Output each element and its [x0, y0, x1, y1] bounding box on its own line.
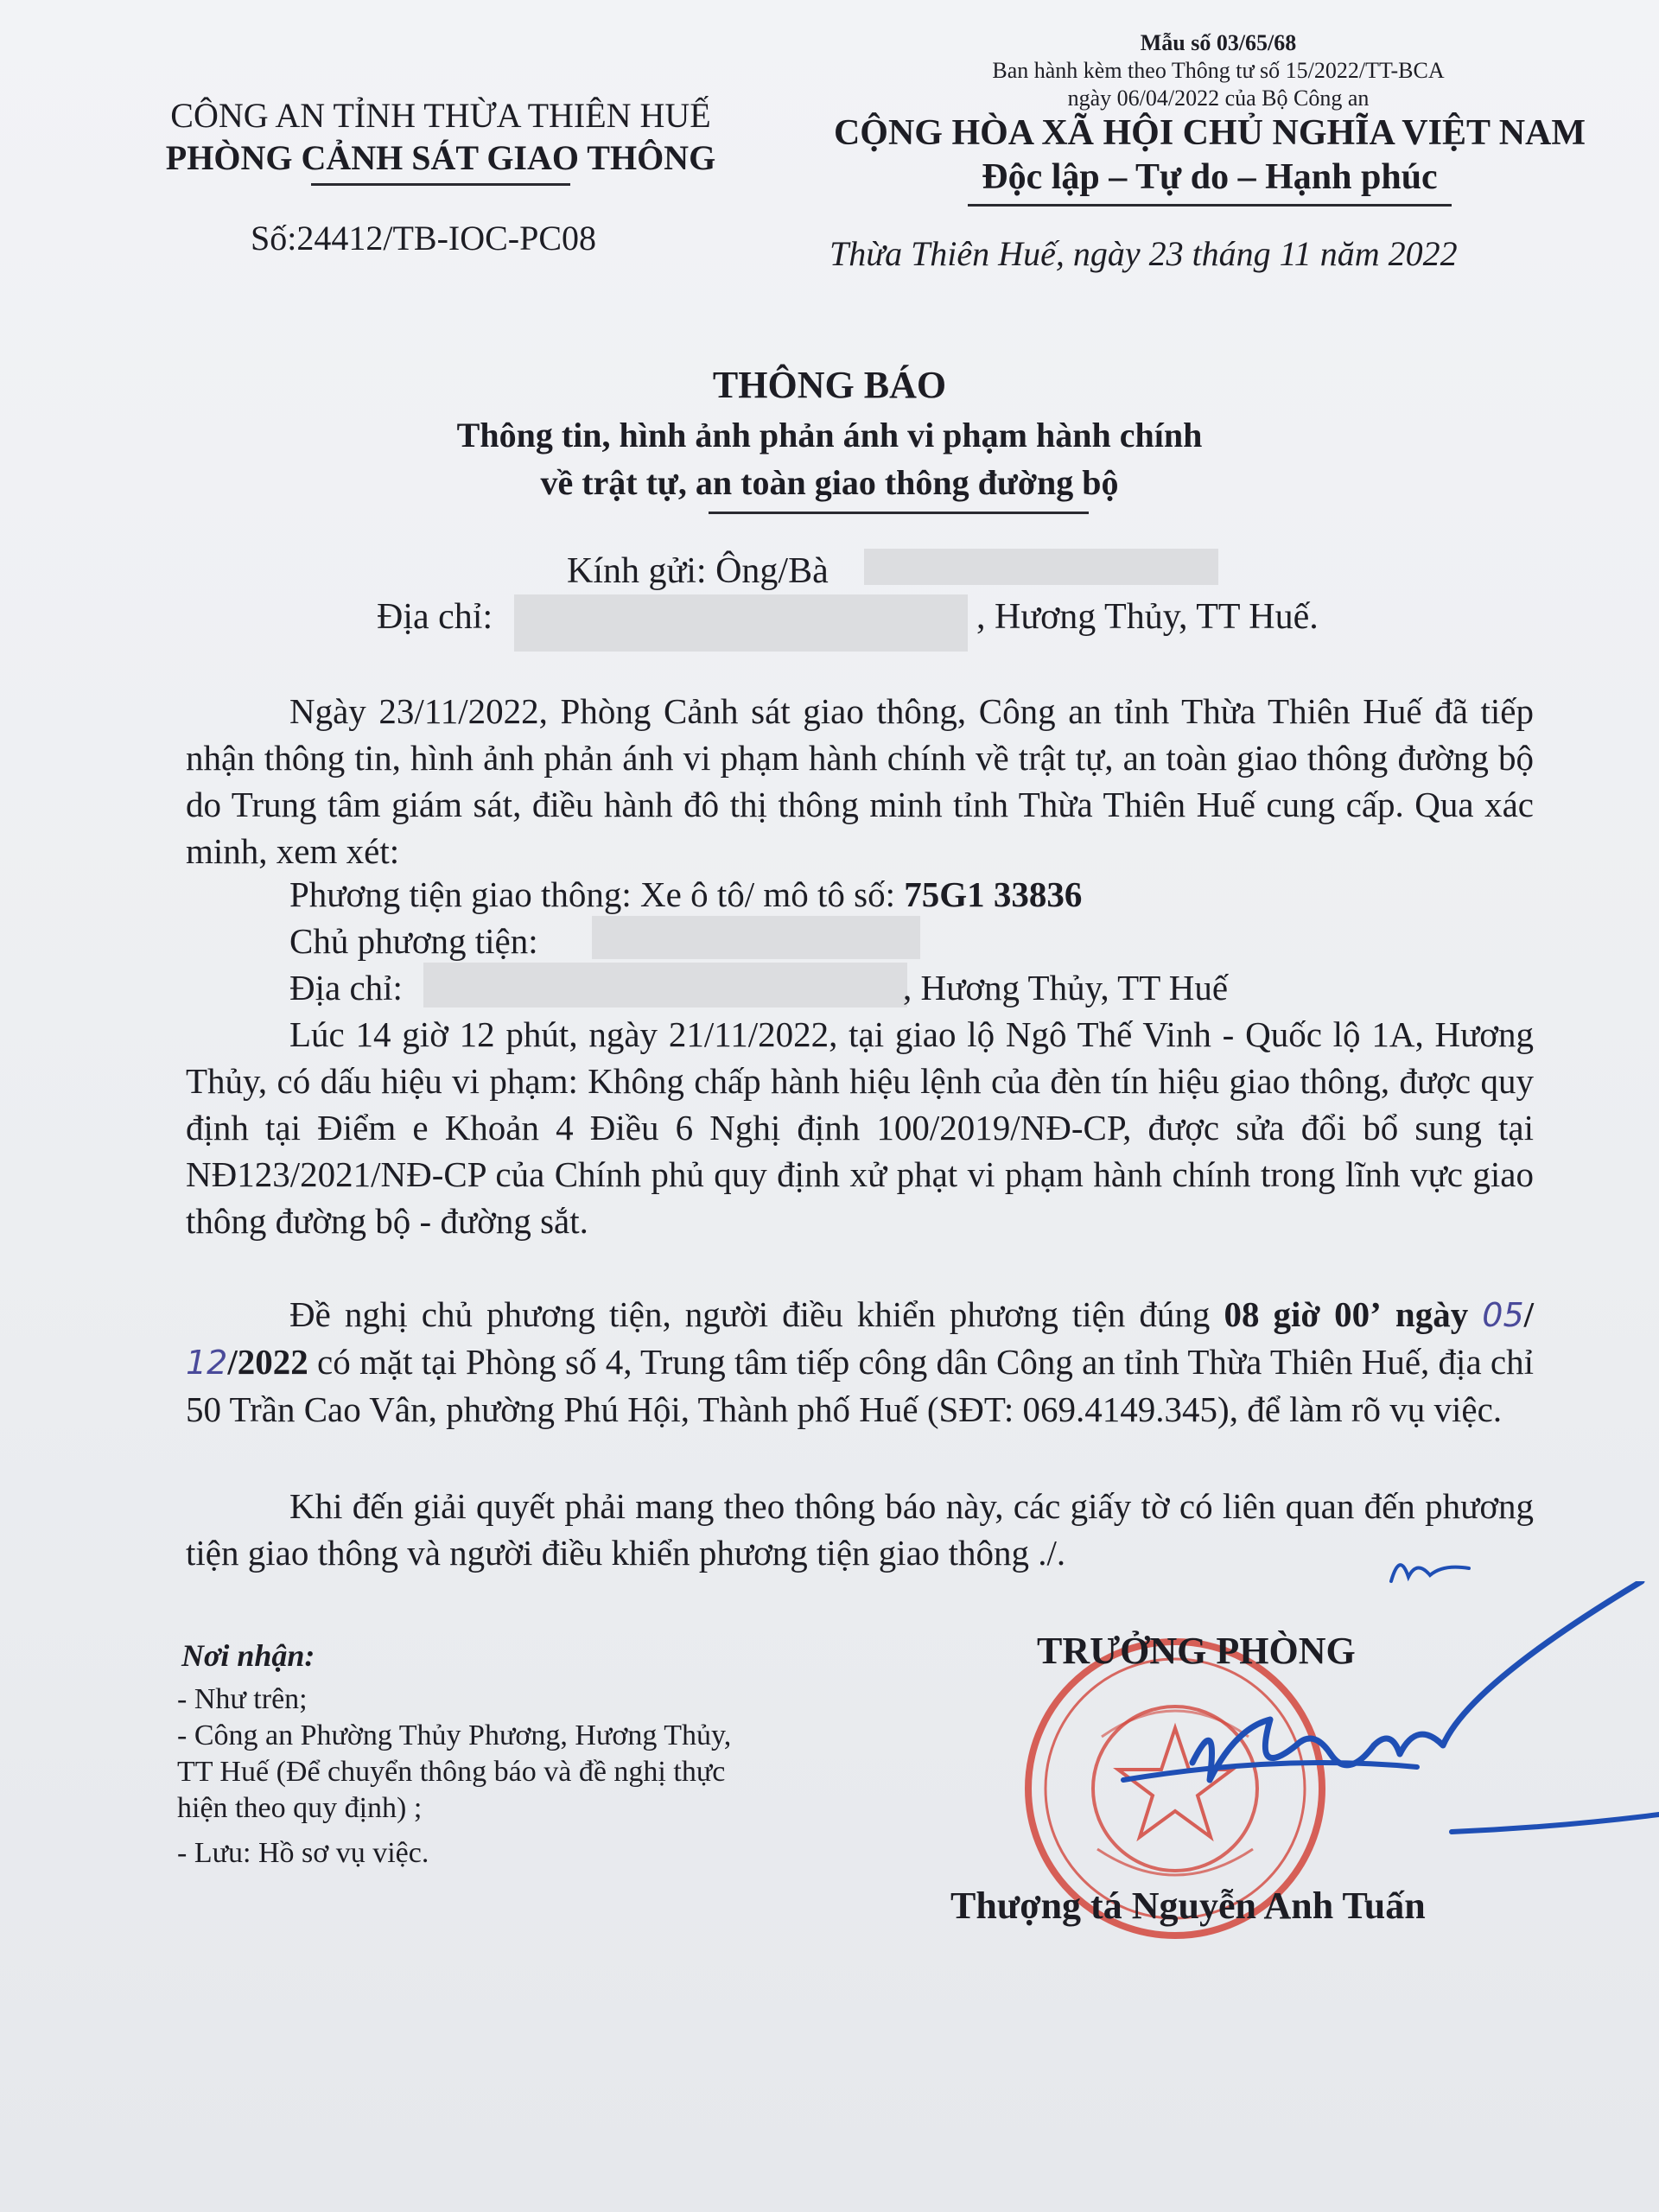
form-code-line1: Mẫu số 03/65/68	[1140, 30, 1297, 55]
recipient-item: - Lưu: Hồ sơ vụ việc.	[177, 1837, 429, 1869]
document-title: THÔNG BÁO	[712, 364, 947, 406]
addressee-address-label: Địa chỉ:	[377, 597, 493, 637]
title-underline	[709, 512, 1089, 514]
agency-line1: CÔNG AN TỈNH THỪA THIÊN HUẾ	[170, 96, 711, 135]
motto-underline	[968, 204, 1452, 207]
owner-label: Chủ phương tiện:	[289, 921, 538, 961]
place-date: Thừa Thiên Huế, ngày 23 tháng 11 năm 2022	[830, 234, 1458, 273]
summons-day-label: ngày	[1395, 1294, 1469, 1334]
summons-text-b: có mặt tại Phòng số 4, Trung tâm tiếp công dân Công an tỉnh Thừa Thiên Huế, địa chỉ 50 Trần Cao Vân, phường Phú Hội, Thành phố Huế (SĐT: 069.4149.345), để làm rõ vụ việc.	[186, 1342, 1534, 1429]
handwritten-day: 05	[1482, 1296, 1524, 1334]
summons-time: 08 giờ 00’	[1224, 1294, 1382, 1334]
document-subtitle-1: Thông tin, hình ảnh phản ánh vi phạm hành chính	[456, 416, 1203, 454]
agency-line2: PHÒNG CẢNH SÁT GIAO THÔNG	[165, 138, 716, 177]
form-code-line2: Ban hành kèm theo Thông tư số 15/2022/TT-BCA	[992, 58, 1445, 83]
handwritten-signature	[1106, 1581, 1659, 1892]
paragraph-violation: Lúc 14 giờ 12 phút, ngày 21/11/2022, tại giao lộ Ngô Thế Vinh - Quốc lộ 1A, Hương Thủy, có dấu hiệu vi phạm: Không chấp hành hiệu lệnh của đèn tín hiệu giao thông, được quy định tại Điểm e Khoản 4 Điều 6 Nghị định 100/2019/NĐ-CP, được sửa đổi bổ sung tại NĐ123/2021/NĐ-CP của Chính phủ quy định xử phạt vi phạm hành chính trong lĩnh vực giao thông đường bộ - đường sắt.	[186, 1014, 1534, 1241]
redacted-owner-address	[423, 963, 907, 1007]
paragraph-requirements: Khi đến giải quyết phải mang theo thông báo này, các giấy tờ có liên quan đến phương tiện giao thông và người điều khiển phương tiện giao thông ./.	[186, 1486, 1534, 1573]
recipient-item: hiện theo quy định) ;	[177, 1792, 423, 1824]
redacted-address	[514, 594, 968, 652]
owner-address-suffix: , Hương Thủy, TT Huế	[903, 968, 1229, 1007]
recipient-item: TT Huế (Để chuyển thông báo và đề nghị thực	[177, 1756, 726, 1788]
summons-text-a: Đề nghị chủ phương tiện, người điều khiển phương tiện đúng	[289, 1294, 1211, 1334]
addressee-label: Kính gửi: Ông/Bà	[567, 551, 829, 591]
initial-mark	[1382, 1542, 1478, 1594]
document-number: Số:24412/TB-IOC-PC08	[251, 219, 597, 257]
recipients-title: Nơi nhận:	[181, 1638, 315, 1673]
vehicle-line	[289, 871, 1082, 918]
license-plate: 75G1 33836	[904, 874, 1083, 914]
form-code	[899, 29, 1538, 112]
handwritten-month: 12	[186, 1344, 228, 1382]
national-header	[760, 111, 1659, 207]
summons-year: /2022	[227, 1342, 308, 1382]
issuing-agency	[130, 95, 752, 186]
addressee-address-suffix: , Hương Thủy, TT Huế.	[976, 597, 1319, 637]
redacted-name	[864, 549, 1218, 585]
paragraph-summons: Đề nghị chủ phương tiện, người điều khiển phương tiện đúng 08 giờ 00’ ngày 05/ 12/2022 có mặt tại Phòng số 4, Trung tâm tiếp công dân Công an tỉnh Thừa Thiên Huế, địa chỉ 50 Trần Cao Vân, phường Phú Hội, Thành phố Huế (SĐT: 069.4149.345), để làm rõ vụ việc.	[186, 1294, 1535, 1429]
signatory-position: TRƯỞNG PHÒNG	[1037, 1630, 1356, 1672]
document-subtitle-2: về trật tự, an toàn giao thông đường bộ	[540, 463, 1119, 502]
redacted-owner	[592, 916, 920, 959]
national-motto: Độc lập – Tự do – Hạnh phúc	[982, 157, 1438, 197]
form-code-line3: ngày 06/04/2022 của Bộ Công an	[1067, 86, 1370, 111]
recipient-item: - Như trên;	[177, 1683, 308, 1715]
national-title: CỘNG HÒA XÃ HỘI CHỦ NGHĨA VIỆT NAM	[833, 113, 1586, 153]
vehicle-label: Phương tiện giao thông: Xe ô tô/ mô tô số:	[289, 874, 896, 914]
agency-underline	[311, 183, 570, 186]
owner-address-label: Địa chỉ:	[289, 968, 403, 1007]
paragraph-intro: Ngày 23/11/2022, Phòng Cảnh sát giao thông, Công an tỉnh Thừa Thiên Huế đã tiếp nhận thông tin, hình ảnh phản ánh vi phạm hành chính về trật tự, an toàn giao thông đường bộ do Trung tâm giám sát, điều hành đô thị thông minh tỉnh Thừa Thiên Huế cung cấp. Qua xác minh, xem xét:	[186, 691, 1534, 871]
signatory-name: Thượng tá Nguyễn Anh Tuấn	[950, 1885, 1426, 1927]
recipient-item: - Công an Phường Thủy Phương, Hương Thủy,	[177, 1719, 732, 1751]
